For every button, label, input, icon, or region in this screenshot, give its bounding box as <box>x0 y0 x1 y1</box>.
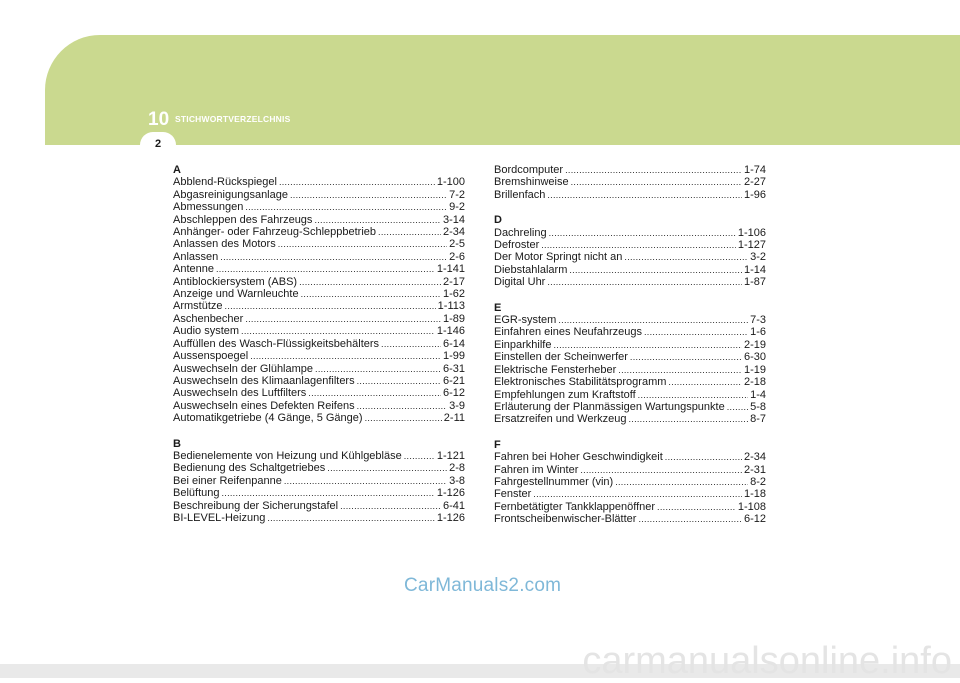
index-entry[interactable] <box>173 500 465 512</box>
entry-page-ref: 2-19 <box>743 338 766 351</box>
index-entry[interactable] <box>494 451 766 463</box>
entry-page-ref: 3-8 <box>449 474 465 487</box>
leader-dots <box>541 239 736 251</box>
leader-dots <box>378 226 441 238</box>
entry-page-ref: 7-3 <box>750 314 766 327</box>
index-entry[interactable] <box>173 325 465 337</box>
entry-term: Auswechseln eines Defekten Reifens <box>173 399 355 412</box>
entry-page-ref: 1-126 <box>436 487 465 500</box>
leader-dots <box>549 227 736 239</box>
index-entry[interactable] <box>494 326 766 338</box>
entry-page-ref: 1-19 <box>743 363 766 376</box>
entry-page-ref: 1-6 <box>750 326 766 339</box>
entry-term: Bedienelemente von Heizung und Kühlgebläse <box>173 449 402 462</box>
entry-term: Audio system <box>173 325 240 338</box>
entry-term: Auffüllen des Wasch-Flüssigkeitsbehälters <box>173 337 380 350</box>
leader-dots <box>615 476 748 488</box>
entry-page-ref: 2-8 <box>449 462 465 475</box>
entry-page-ref: 2-17 <box>442 275 465 288</box>
entry-term: Abmessungen <box>173 201 244 214</box>
entry-page-ref: 1-126 <box>436 511 465 524</box>
leader-dots <box>221 487 434 499</box>
index-entry[interactable] <box>173 288 465 300</box>
index-entry[interactable] <box>494 413 766 425</box>
entry-page-ref: 1-141 <box>436 263 465 276</box>
index-entry[interactable] <box>173 263 465 275</box>
leader-dots <box>245 313 441 325</box>
leader-dots <box>340 500 441 512</box>
index-entry[interactable] <box>494 513 766 525</box>
leader-dots <box>638 513 742 525</box>
entry-page-ref: 1-108 <box>737 500 766 513</box>
entry-term: Bordcomputer <box>494 164 564 176</box>
entry-term: EGR-system <box>494 314 557 327</box>
leader-dots <box>327 462 447 474</box>
entry-page-ref: 2-6 <box>449 250 465 263</box>
leader-dots <box>299 276 441 288</box>
entry-page-ref: 2-11 <box>443 412 465 425</box>
entry-term: Antenne <box>173 263 214 276</box>
leader-dots <box>357 375 441 387</box>
entry-page-ref: 8-7 <box>750 413 766 426</box>
index-entry[interactable] <box>173 450 465 462</box>
section-letter: B <box>173 437 181 450</box>
entry-term: Antiblockiersystem (ABS) <box>173 275 298 288</box>
index-entry[interactable] <box>173 251 465 263</box>
entry-page-ref: 6-41 <box>442 499 465 512</box>
entry-page-ref: 2-34 <box>743 451 766 464</box>
entry-page-ref: 6-12 <box>442 387 465 400</box>
entry-page-ref: 1-62 <box>442 288 465 301</box>
entry-page-ref: 1-14 <box>743 263 766 276</box>
entry-page-ref: 6-31 <box>442 362 465 375</box>
leader-dots <box>216 263 435 275</box>
index-entry[interactable] <box>494 227 766 239</box>
footer-watermark: carmanualsonline.info <box>582 640 952 682</box>
entry-term: Fahrgestellnummer (vin) <box>494 475 614 488</box>
leader-dots <box>533 488 742 500</box>
leader-dots <box>553 339 741 351</box>
index-entry[interactable] <box>173 226 465 238</box>
index-entry[interactable] <box>494 476 766 488</box>
entry-term: Auswechseln der Glühlampe <box>173 362 314 375</box>
entry-page-ref: 3-14 <box>442 213 465 226</box>
entry-term: Frontscheibenwischer-Blätter <box>494 513 637 526</box>
index-entry[interactable] <box>173 176 465 188</box>
leader-dots <box>638 389 748 401</box>
header-band <box>45 35 960 145</box>
entry-page-ref: 1-127 <box>737 239 766 252</box>
watermark-link[interactable]: CarManuals2.com <box>404 575 562 596</box>
index-entry[interactable] <box>173 512 465 524</box>
index-section <box>173 438 465 525</box>
leader-dots <box>727 401 748 413</box>
index-entry[interactable] <box>173 338 465 350</box>
index-entry[interactable] <box>494 389 766 401</box>
entry-page-ref: 6-21 <box>442 374 465 387</box>
index-entry[interactable] <box>494 264 766 276</box>
entry-term: Einstellen der Scheinwerfer <box>494 351 628 364</box>
entry-term: Defroster <box>494 239 540 252</box>
index-entry[interactable] <box>173 363 465 375</box>
entry-page-ref: 1-106 <box>737 226 766 239</box>
entry-term: Bedienung des Schaltgetriebes <box>173 462 326 475</box>
entry-term: Abschleppen des Fahrzeugs <box>173 213 313 226</box>
index-section <box>494 164 766 201</box>
entry-term: Abgasreinigungsanlage <box>173 188 288 201</box>
index-entry[interactable] <box>494 176 766 188</box>
entry-term: Anlassen <box>173 250 219 263</box>
entry-term: Auswechseln des Luftfilters <box>173 387 307 400</box>
entry-page-ref: 1-100 <box>436 176 465 189</box>
entry-page-ref: 8-2 <box>750 475 766 488</box>
entry-term: Bremshinweise <box>494 176 569 189</box>
leader-dots <box>630 351 742 363</box>
leader-dots <box>569 264 742 276</box>
index-entry[interactable] <box>173 462 465 474</box>
leader-dots <box>404 450 435 462</box>
index-entry[interactable] <box>494 339 766 351</box>
entry-term: Armstütze <box>173 300 223 313</box>
index-entry[interactable] <box>173 350 465 362</box>
entry-term: Einfahren eines Neufahrzeugs <box>494 326 642 339</box>
section-letter: E <box>494 301 502 314</box>
entry-page-ref: 3-2 <box>750 251 766 264</box>
section-letter: F <box>494 438 501 451</box>
entry-page-ref: 6-14 <box>442 337 465 350</box>
entry-term: Fahren bei Hoher Geschwindigkeit <box>494 451 663 464</box>
entry-term: Auswechseln des Klimaanlagenfilters <box>173 374 355 387</box>
index-entry[interactable] <box>494 314 766 326</box>
leader-dots <box>301 288 441 300</box>
entry-term: Abblend-Rückspiegel <box>173 176 277 189</box>
entry-term: Ersatzreifen und Werkzeug <box>494 413 627 426</box>
section-letter: D <box>494 214 502 227</box>
leader-dots <box>657 501 736 513</box>
leader-dots <box>278 238 447 250</box>
leader-dots <box>644 326 748 338</box>
leader-dots <box>290 189 447 201</box>
leader-dots <box>225 300 436 312</box>
index-entry[interactable] <box>173 214 465 226</box>
entry-page-ref: 2-5 <box>449 238 465 251</box>
entry-page-ref: 1-96 <box>743 188 766 201</box>
entry-page-ref: 1-121 <box>436 449 465 462</box>
leader-dots <box>245 201 447 213</box>
index-section <box>494 302 766 426</box>
entry-term: Elektrische Fensterheber <box>494 363 617 376</box>
leader-dots <box>668 376 742 388</box>
index-entry[interactable] <box>494 351 766 363</box>
leader-dots <box>357 400 447 412</box>
entry-term: Bei einer Reifenpanne <box>173 474 282 487</box>
chapter-number: 10 <box>148 109 170 130</box>
entry-page-ref: 6-30 <box>743 351 766 364</box>
leader-dots <box>315 363 441 375</box>
entry-term: Fahren im Winter <box>494 463 579 476</box>
page-number: 2 <box>155 138 162 150</box>
index-entry[interactable] <box>173 375 465 387</box>
index-entry[interactable] <box>494 488 766 500</box>
entry-page-ref: 1-87 <box>743 276 766 289</box>
leader-dots <box>267 512 435 524</box>
leader-dots <box>547 276 742 288</box>
entry-term: Einparkhilfe <box>494 338 552 351</box>
leader-dots <box>665 451 742 463</box>
index-entry[interactable] <box>494 501 766 513</box>
entry-page-ref: 1-74 <box>743 164 766 176</box>
index-entry[interactable] <box>173 475 465 487</box>
entry-term: Elektronisches Stabilitätsprogramm <box>494 376 667 389</box>
entry-term: Automatikgetriebe (4 Gänge, 5 Gänge) <box>173 412 363 425</box>
index-entry[interactable] <box>494 251 766 263</box>
entry-page-ref: 1-146 <box>436 325 465 338</box>
entry-page-ref: 1-4 <box>750 388 766 401</box>
entry-term: Beschreibung der Sicherungstafel <box>173 499 339 512</box>
entry-page-ref: 2-27 <box>743 176 766 189</box>
entry-page-ref: 6-12 <box>743 513 766 526</box>
index-section <box>173 164 465 425</box>
leader-dots <box>618 364 742 376</box>
entry-page-ref: 1-113 <box>437 300 465 313</box>
index-entry[interactable] <box>173 276 465 288</box>
index-entry[interactable] <box>494 239 766 251</box>
index-entry[interactable] <box>173 201 465 213</box>
entry-page-ref: 2-31 <box>743 463 766 476</box>
entry-page-ref: 3-9 <box>449 399 465 412</box>
index-entry[interactable] <box>173 189 465 201</box>
entry-term: BI-LEVEL-Heizung <box>173 511 266 524</box>
entry-page-ref: 9-2 <box>449 201 465 214</box>
entry-term: Anlassen des Motors <box>173 238 276 251</box>
index-entry[interactable] <box>494 189 766 201</box>
leader-dots <box>381 338 441 350</box>
section-letter: A <box>173 164 181 176</box>
index-entry[interactable] <box>173 313 465 325</box>
index-entry[interactable] <box>173 412 465 424</box>
index-entry[interactable] <box>494 464 766 476</box>
entry-term: Fenster <box>494 488 532 501</box>
entry-term: Dachreling <box>494 226 547 239</box>
entry-term: Brillenfach <box>494 188 546 201</box>
leader-dots <box>628 413 748 425</box>
index-section <box>494 439 766 526</box>
index-column-right <box>494 164 766 539</box>
chapter-title: STICHWORTVERZELCHNIS <box>175 114 291 124</box>
entry-page-ref: 2-34 <box>442 226 465 239</box>
entry-term: Anzeige und Warnleuchte <box>173 288 299 301</box>
index-entry[interactable] <box>173 400 465 412</box>
index-entry[interactable] <box>173 238 465 250</box>
entry-term: Fernbetätigter Tankklappenöffner <box>494 500 656 513</box>
leader-dots <box>547 189 742 201</box>
entry-term: Der Motor Springt nicht an <box>494 251 623 264</box>
leader-dots <box>279 176 435 188</box>
leader-dots <box>308 387 441 399</box>
leader-dots <box>365 412 442 424</box>
entry-term: Digital Uhr <box>494 276 546 289</box>
index-entry[interactable] <box>494 276 766 288</box>
index-column-left <box>173 164 465 537</box>
index-entry[interactable] <box>173 387 465 399</box>
leader-dots <box>558 314 748 326</box>
leader-dots <box>624 251 748 263</box>
entry-term: Belüftung <box>173 487 220 500</box>
leader-dots <box>571 176 742 188</box>
entry-term: Anhänger- oder Fahrzeug-Schleppbetrieb <box>173 226 377 239</box>
leader-dots <box>580 464 742 476</box>
index-entry[interactable] <box>173 300 465 312</box>
index-entry[interactable] <box>494 164 766 176</box>
leader-dots <box>284 475 447 487</box>
entry-term: Aschenbecher <box>173 312 244 325</box>
index-entry[interactable] <box>173 487 465 499</box>
entry-term: Diebstahlalarm <box>494 263 568 276</box>
entry-page-ref: 1-18 <box>743 488 766 501</box>
index-entry[interactable] <box>494 376 766 388</box>
index-entry[interactable] <box>494 401 766 413</box>
entry-page-ref: 2-18 <box>743 376 766 389</box>
leader-dots <box>241 325 435 337</box>
leader-dots <box>220 251 447 263</box>
entry-term: Erläuterung der Planmässigen Wartungspunkte <box>494 400 725 413</box>
entry-term: Empfehlungen zum Kraftstoff <box>494 388 636 401</box>
entry-page-ref: 1-99 <box>442 350 465 363</box>
index-section <box>494 214 766 288</box>
entry-page-ref: 5-8 <box>750 400 766 413</box>
index-entry[interactable] <box>494 364 766 376</box>
entry-page-ref: 1-89 <box>442 312 465 325</box>
entry-term: Aussenspoegel <box>173 350 249 363</box>
leader-dots <box>250 350 441 362</box>
entry-page-ref: 7-2 <box>449 188 465 201</box>
leader-dots <box>314 214 441 226</box>
leader-dots <box>565 164 742 176</box>
